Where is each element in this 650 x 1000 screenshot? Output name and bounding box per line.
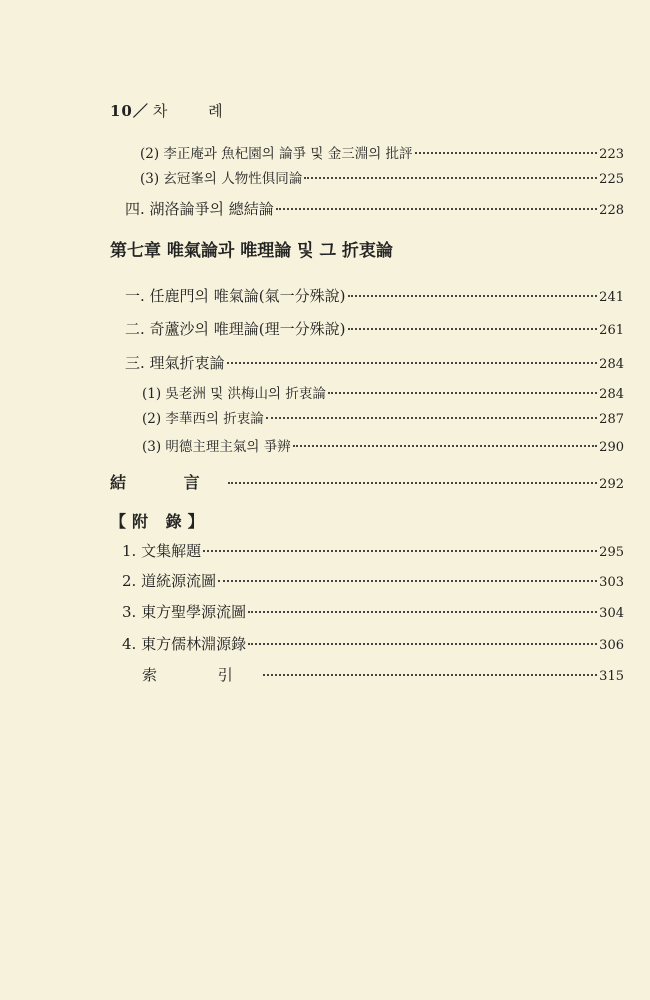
toc-entry-page: 284 [599,387,624,402]
toc-entry-label: 三. 理氣折衷論 [125,354,225,372]
conclusion-label: 結 言 [110,473,226,492]
toc-entry-page: 303 [599,575,624,590]
dot-leader [263,673,597,676]
toc-entry-conclusion[interactable] [110,470,624,493]
toc-entry-index[interactable] [142,664,624,685]
toc-entry-label: (3) 玄冠峯의 人物性俱同論 [140,171,303,187]
dot-leader [248,610,597,613]
dot-leader [266,416,597,419]
page-header [110,100,241,121]
toc-entry[interactable] [140,167,624,187]
toc-entry-page: 287 [599,412,624,427]
toc-entry[interactable] [125,198,624,219]
toc-entry[interactable] [122,540,624,561]
toc-entry[interactable] [125,285,624,306]
dot-leader [304,176,597,179]
toc-entry-page: 315 [599,669,624,684]
toc-entry[interactable] [142,435,624,455]
toc-entry-label: (2) 李華西의 折衷論 [142,411,264,427]
toc-entry-page: 261 [599,323,624,338]
toc-entry-page: 295 [599,545,624,560]
toc-entry-label: (1) 吳老洲 및 洪梅山의 折衷論 [142,386,326,402]
toc-entry-page: 223 [599,147,624,162]
toc-entry-label: 1. 文集解題 [122,542,202,560]
appendix-heading: 【附 錄】 [110,512,210,531]
toc-entry-page: 292 [599,477,624,492]
toc-entry[interactable] [122,570,624,591]
chapter-heading: 第七章 唯氣論과 唯理論 및 그 折衷論 [110,241,393,261]
toc-entry-page: 290 [599,440,624,455]
toc-entry-label: 二. 奇蘆沙의 唯理論(理一分殊說) [125,320,346,338]
toc-entry-page: 228 [599,203,624,218]
toc-entry[interactable] [142,407,624,427]
toc-entry-label: 4. 東方儒林淵源錄 [122,635,247,653]
toc-entry-page: 225 [599,172,624,187]
dot-leader [293,444,597,447]
toc-entry-label: 一. 任鹿門의 唯氣論(氣一分殊說) [125,287,346,305]
dot-leader [328,391,597,394]
toc-entry-label: 3. 東方聖學源流圖 [122,603,247,621]
toc-entry-label: 四. 湖洛論爭의 總結論 [125,200,274,218]
dot-leader [218,579,597,582]
toc-entry-page: 304 [599,606,624,621]
dot-leader [203,549,597,552]
dot-leader [227,361,598,364]
dot-leader [276,207,597,210]
page-number: 10 [110,102,133,120]
toc-entry-label: (3) 明德主理主氣의 爭辨 [142,439,291,455]
dot-leader [348,294,598,297]
dot-leader [228,481,598,484]
toc-entry[interactable] [140,142,624,162]
toc-entry[interactable] [125,352,624,373]
toc-entry[interactable] [142,382,624,402]
toc-entry-label: 2. 道統源流圖 [122,572,217,590]
dot-leader [248,642,597,645]
toc-entry-label: (2) 李正庵과 魚杞園의 論爭 및 金三淵의 批評 [140,146,413,162]
toc-entry[interactable] [125,318,624,339]
toc-entry-page: 241 [599,290,624,305]
toc-entry-page: 306 [599,638,624,653]
header-title: 차 례 [152,102,241,120]
toc-entry-page: 284 [599,357,624,372]
toc-entry[interactable] [122,601,624,622]
dot-leader [348,327,598,330]
toc-entry-label: 索 引 [142,666,261,684]
dot-leader [415,151,598,154]
header-separator: ／ [132,102,149,120]
toc-entry[interactable] [122,633,624,654]
